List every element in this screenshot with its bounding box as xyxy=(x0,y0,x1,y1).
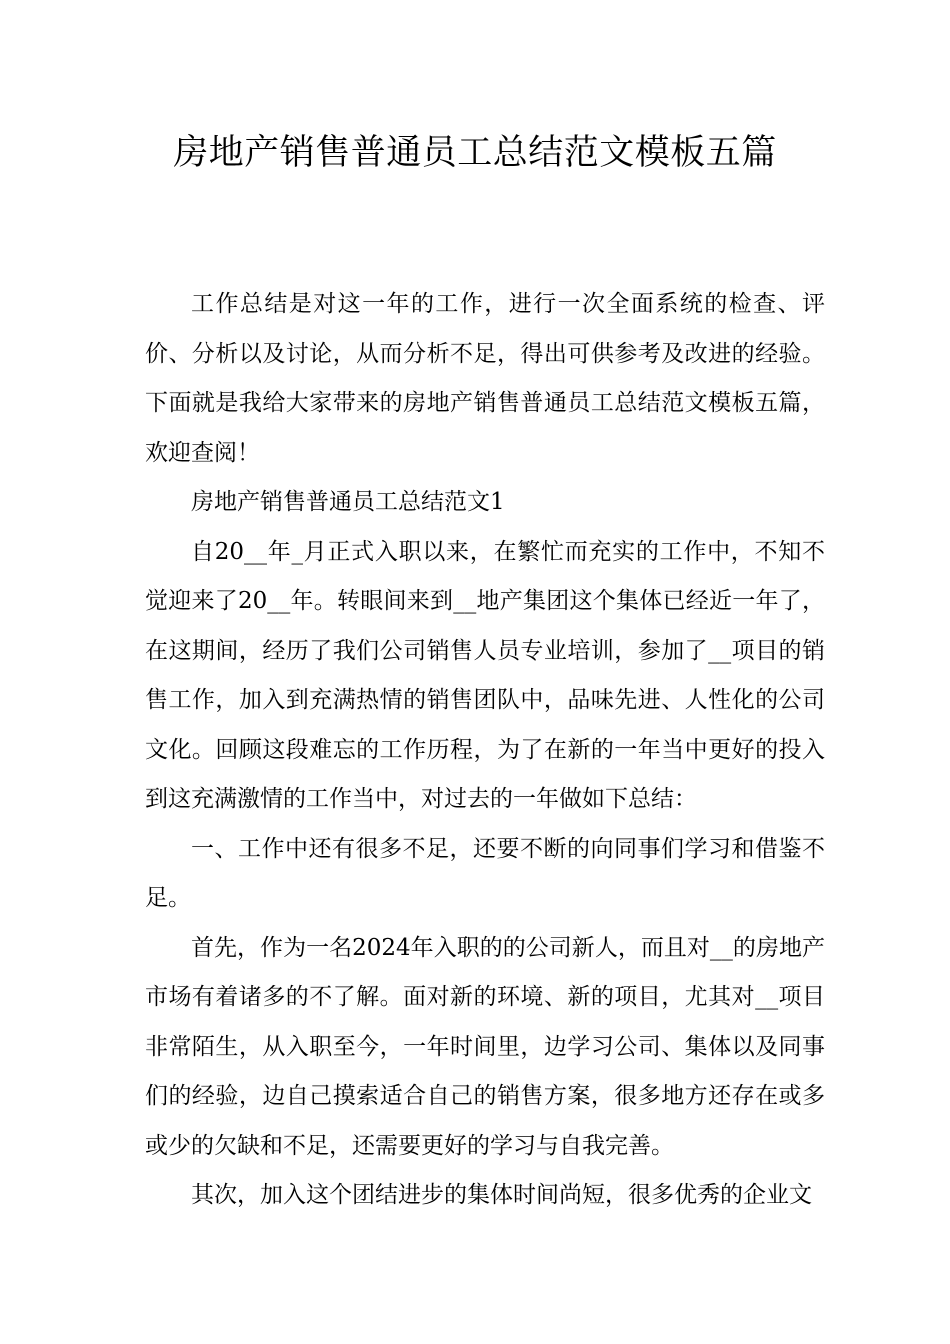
intro-paragraph: 工作总结是对这一年的工作，进行一次全面系统的检查、评价、分析以及讨论，从而分析不足，得出可供参考及改进的经验。下面就是我给大家带来的房地产销售普通员工总结范文模板五篇，欢迎查阅！ xyxy=(145,291,825,466)
document-body xyxy=(145,280,825,1221)
body-paragraph: 首先，作为一名2024年入职的的公司新人，而且对__的房地产市场有着诸多的不了解。面对新的环境、新的项目，尤其对__项目非常陌生，从入职至今，一年时间里，边学习公司、集体以及同事们的经验，边自己摸索适合自己的销售方案，很多地方还存在或多或少的欠缺和不足，还需要更好的学习与自我完善。 xyxy=(145,934,825,1159)
body-paragraph: 其次，加入这个团结进步的集体时间尚短，很多优秀的企业文 xyxy=(191,1182,812,1208)
body-paragraph: 自20__年_月正式入职以来，在繁忙而充实的工作中，不知不觉迎来了20__年。转眼间来到__地产集团这个集体已经近一年了，在这期间，经历了我们公司销售人员专业培训，参加了__项目的销售工作，加入到充满热情的销售团队中，品味先进、人性化的公司文化。回顾这段难忘的工作历程，为了在新的一年当中更好的投入到这充满激情的工作当中，对过去的一年做如下总结： xyxy=(145,538,825,812)
document-title: 房地产销售普通员工总结范文模板五篇 xyxy=(173,133,777,173)
point-heading: 一、工作中还有很多不足，还要不断的向同事们学习和借鉴不足。 xyxy=(145,835,825,911)
section-heading: 房地产销售普通员工总结范文1 xyxy=(191,489,505,515)
